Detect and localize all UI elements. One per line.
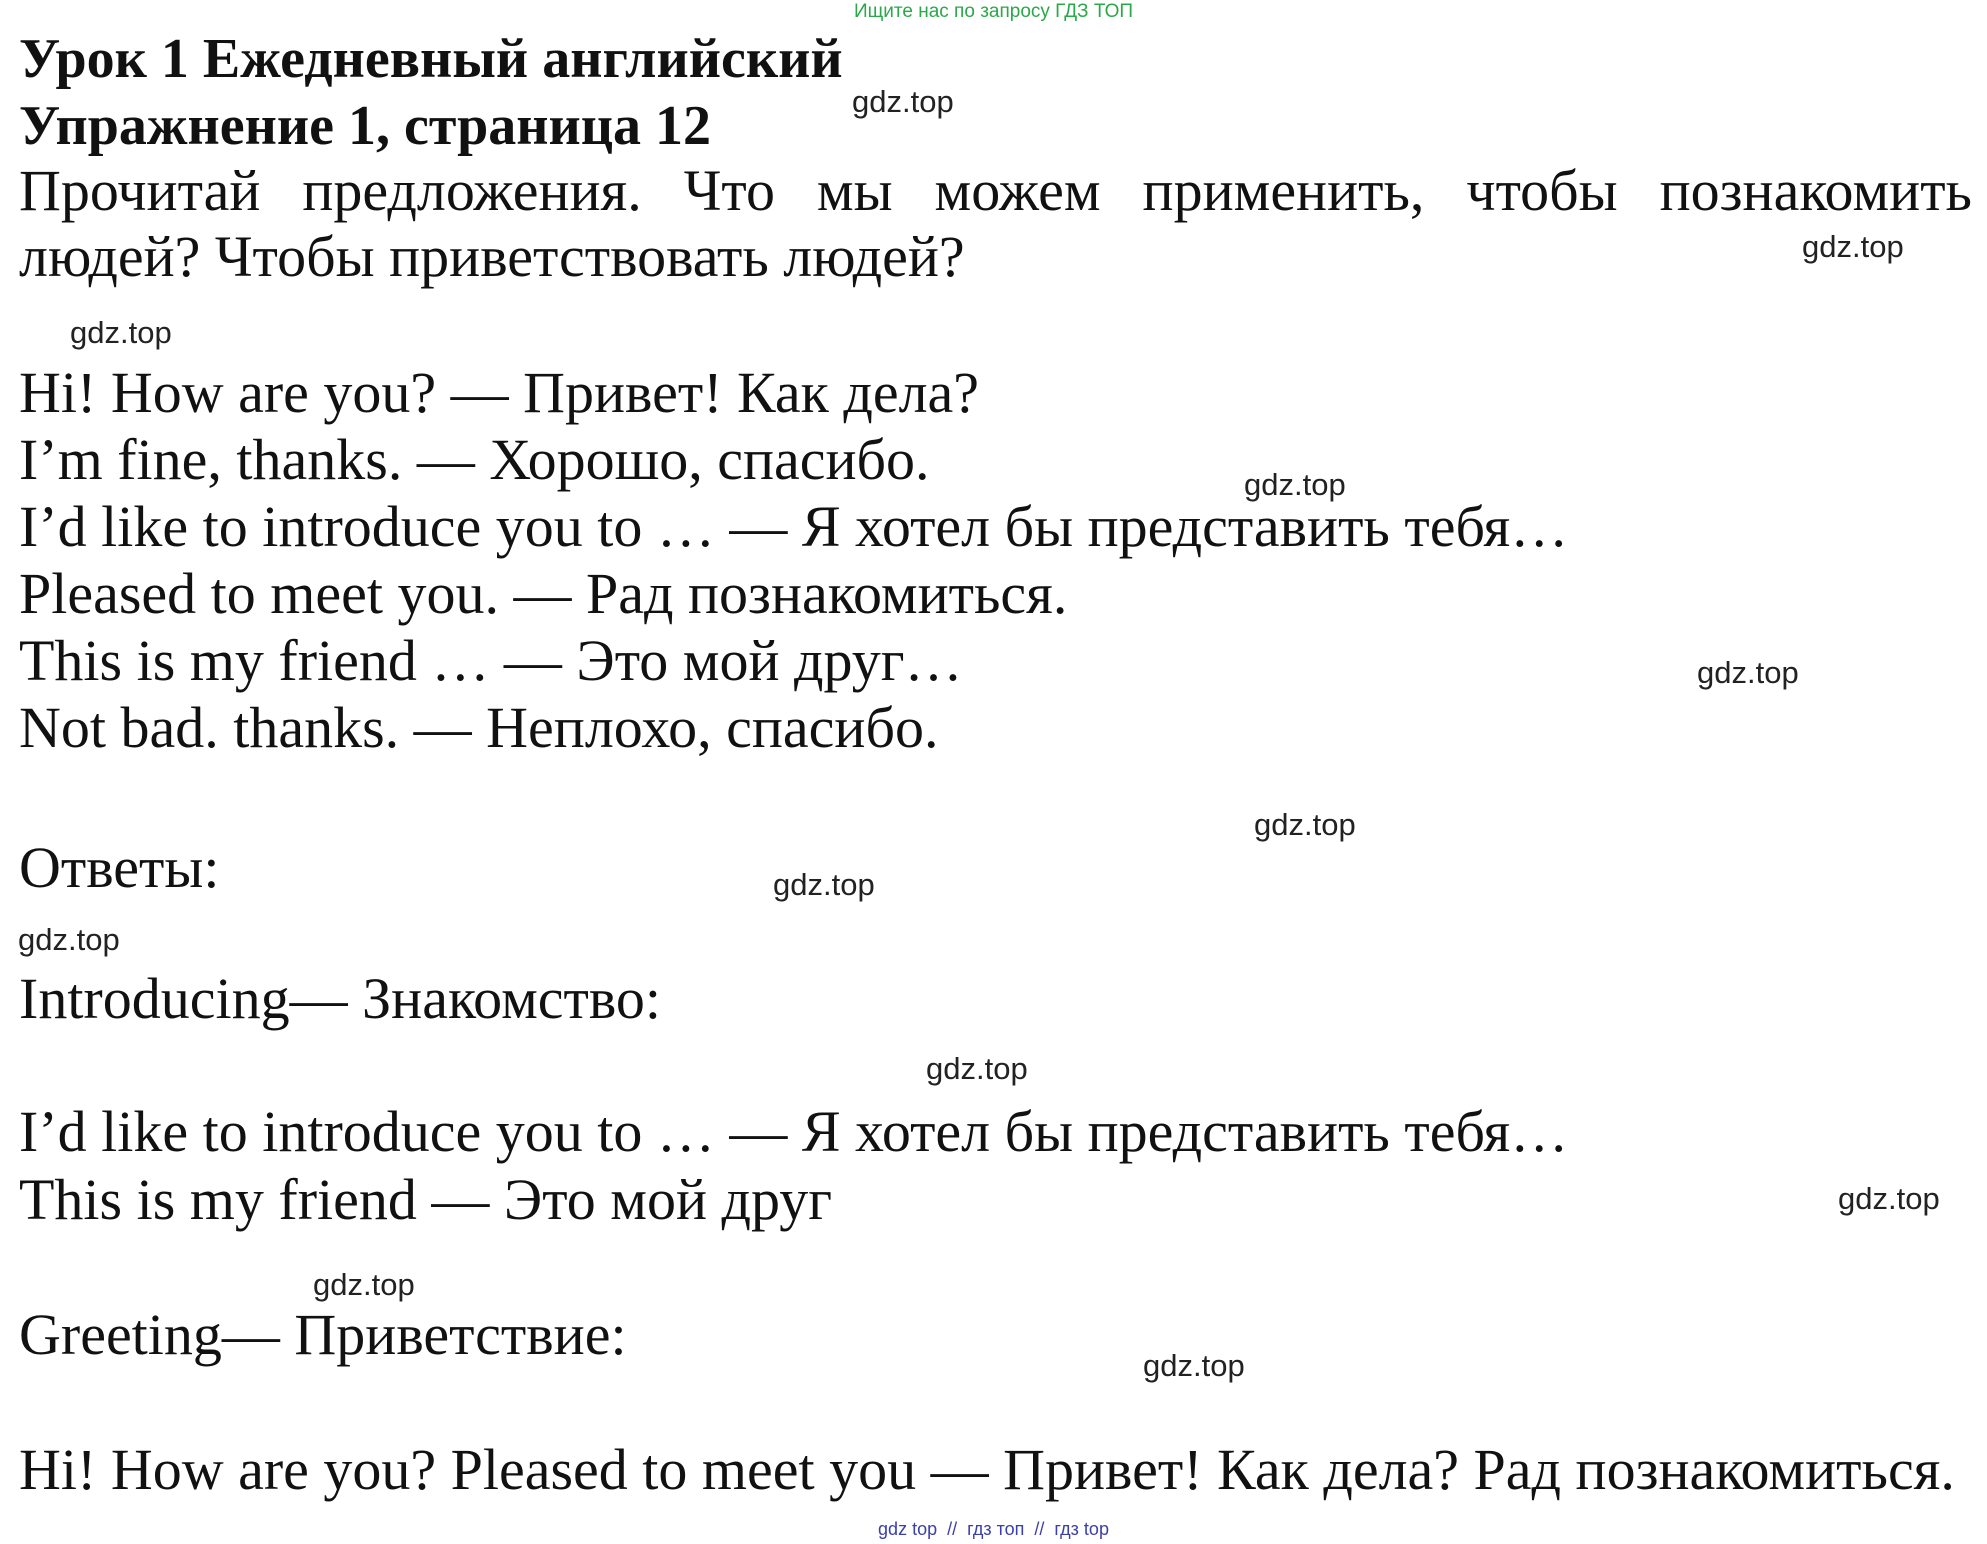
watermark: gdz.top (1143, 1348, 1245, 1383)
introducing-title: Introducing— Знакомство: (19, 966, 661, 1031)
task-line-2: людей? Чтобы приветствовать людей? (19, 224, 965, 289)
phrase-line: I’m fine, thanks. — Хорошо, спасибо. (19, 427, 930, 492)
watermark: gdz.top (313, 1267, 415, 1302)
greeting-title: Greeting— Приветствие: (19, 1302, 627, 1367)
exercise-title: Упражнение 1, страница 12 (19, 95, 712, 157)
watermark: gdz.top (70, 315, 172, 350)
watermark: gdz.top (1697, 655, 1799, 690)
phrase-line: Hi! How are you? — Привет! Как дела? (19, 360, 980, 425)
watermark: gdz.top (1254, 807, 1356, 842)
introducing-item: This is my friend — Это мой друг (19, 1167, 833, 1232)
watermark: gdz.top (18, 922, 120, 957)
task-line-1: Прочитай предложения. Что мы можем применить, чтобы познакомить (19, 158, 1972, 223)
watermark: gdz.top (1838, 1181, 1940, 1216)
phrase-line: I’d like to introduce you to … — Я хотел бы представить тебя… (19, 494, 1569, 559)
answers-label: Ответы: (19, 835, 220, 900)
phrase-line: This is my friend … — Это мой друг… (19, 628, 963, 693)
lesson-title: Урок 1 Ежедневный английский (19, 28, 843, 90)
watermark: gdz.top (852, 84, 954, 119)
phrase-line: Pleased to meet you. — Рад познакомиться. (19, 561, 1068, 626)
watermark: gdz.top (926, 1051, 1028, 1086)
footer-links: gdz top // гдз топ // гдз top (878, 1519, 1109, 1539)
watermark: gdz.top (773, 867, 875, 902)
phrase-line: Not bad. thanks. — Неплохо, спасибо. (19, 695, 939, 760)
greeting-item: Hi! How are you? Pleased to meet you — Привет! Как дела? Рад познакомиться. (19, 1437, 1955, 1502)
watermark: gdz.top (1244, 467, 1346, 502)
introducing-item: I’d like to introduce you to … — Я хотел бы представить тебя… (19, 1099, 1569, 1164)
watermark: gdz.top (1802, 229, 1904, 264)
top-banner: Ищите нас по запросу ГДЗ ТОП (853, 1, 1134, 22)
